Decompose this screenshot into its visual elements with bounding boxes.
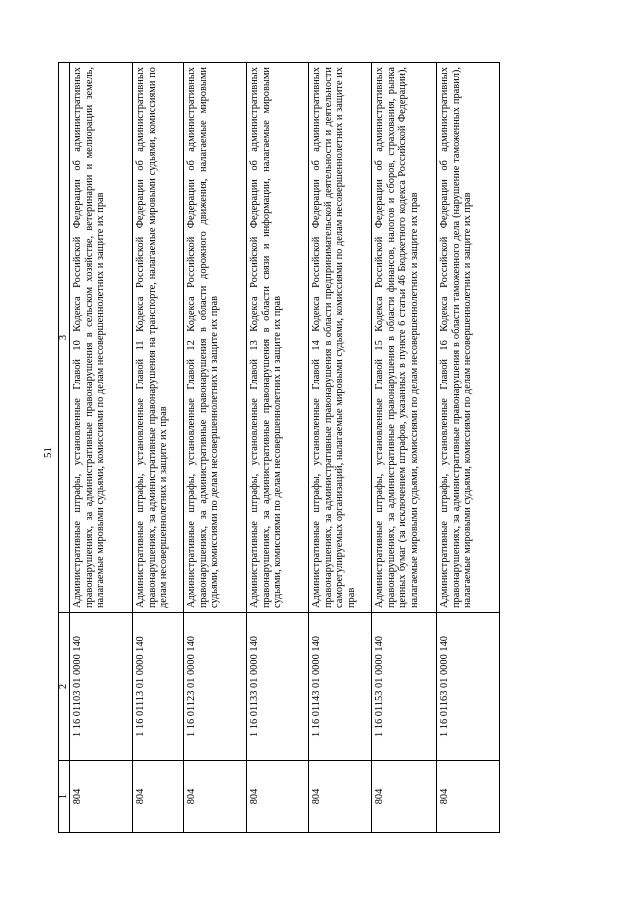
description-cell: Административные штрафы, установленные Главой 16 Кодекса Российской Федерации об административных правонарушениях, за административные правонарушения в области таможенного дела (нарушение таможенных правил), налагаемые мировыми судьями, комиссиями по делам несовершеннолетних и защите их прав (437, 63, 500, 613)
table-row (133, 63, 184, 833)
admin-code-cell: 804 (309, 761, 372, 833)
kbk-cell: 1 16 01143 01 0000 140 (309, 613, 372, 761)
header-col-1: 1 (59, 761, 70, 833)
table-row (437, 63, 500, 833)
table-row (247, 63, 309, 833)
admin-code-cell: 804 (184, 761, 247, 833)
header-col-3: 3 (59, 63, 70, 613)
table-row (372, 63, 437, 833)
description-cell: Административные штрафы, установленные Главой 12 Кодекса Российской Федерации об административных правонарушениях, за административные правонарушения в области дорожного движения, налагаемые мировыми судьями, комиссиями по делам несовершеннолетних и защите их прав (184, 63, 247, 613)
kbk-cell: 1 16 01123 01 0000 140 (184, 613, 247, 761)
kbk-cell: 1 16 01133 01 0000 140 (247, 613, 309, 761)
budget-codes-table (58, 62, 500, 833)
kbk-cell: 1 16 01113 01 0000 140 (133, 613, 184, 761)
description-cell: Административные штрафы, установленные Главой 13 Кодекса Российской Федерации об административных правонарушениях, за административные правонарушения в области связи и информации, налагаемые мировыми судьями, комиссиями по делам несовершеннолетних и защите их прав (247, 63, 309, 613)
table-header-row (59, 63, 70, 833)
admin-code-cell: 804 (70, 761, 133, 833)
admin-code-cell: 804 (372, 761, 437, 833)
admin-code-cell: 804 (133, 761, 184, 833)
admin-code-cell: 804 (247, 761, 309, 833)
table-row (309, 63, 372, 833)
admin-code-cell: 804 (437, 761, 500, 833)
description-cell: Административные штрафы, установленные Главой 11 Кодекса Российской Федерации об административных правонарушениях, за административные правонарушения на транспорте, налагаемые мировыми судьями, комиссиями по делам несовершеннолетних и защите их прав (133, 63, 184, 613)
description-cell: Административные штрафы, установленные Главой 14 Кодекса Российской Федерации об административных правонарушениях, за административные правонарушения в области предпринимательской деятельности и деятельности саморегулируемых организаций, налагаемые мировыми судьями, комиссиями по делам несовершеннолетних и защите их прав (309, 63, 372, 613)
header-col-2: 2 (59, 613, 70, 761)
kbk-cell: 1 16 01103 01 0000 140 (70, 613, 133, 761)
description-cell: Административные штрафы, установленные Главой 15 Кодекса Российской Федерации об административных правонарушениях, за административные правонарушения в области финансов, налогов и сборов, страхования, рынка ценных бумаг (за исключением штрафов, указанных в пункте 6 статьи 46 Бюджетного кодекса Российской Федерации), налагаемые мировыми судьями, комиссиями по делам несовершеннолетних и защите их прав (372, 63, 437, 613)
kbk-cell: 1 16 01163 01 0000 140 (437, 613, 500, 761)
description-cell: Административные штрафы, установленные Главой 10 Кодекса Российской Федерации об административных правонарушениях, за административные правонарушения в сельском хозяйстве, ветеринарии и мелиорации земель, налагаемые мировыми судьями, комиссиями по делам несовершеннолетних и защите их прав (70, 63, 133, 613)
table-row (70, 63, 133, 833)
table-row (184, 63, 247, 833)
page-number: 51 (42, 447, 54, 458)
kbk-cell: 1 16 01153 01 0000 140 (372, 613, 437, 761)
